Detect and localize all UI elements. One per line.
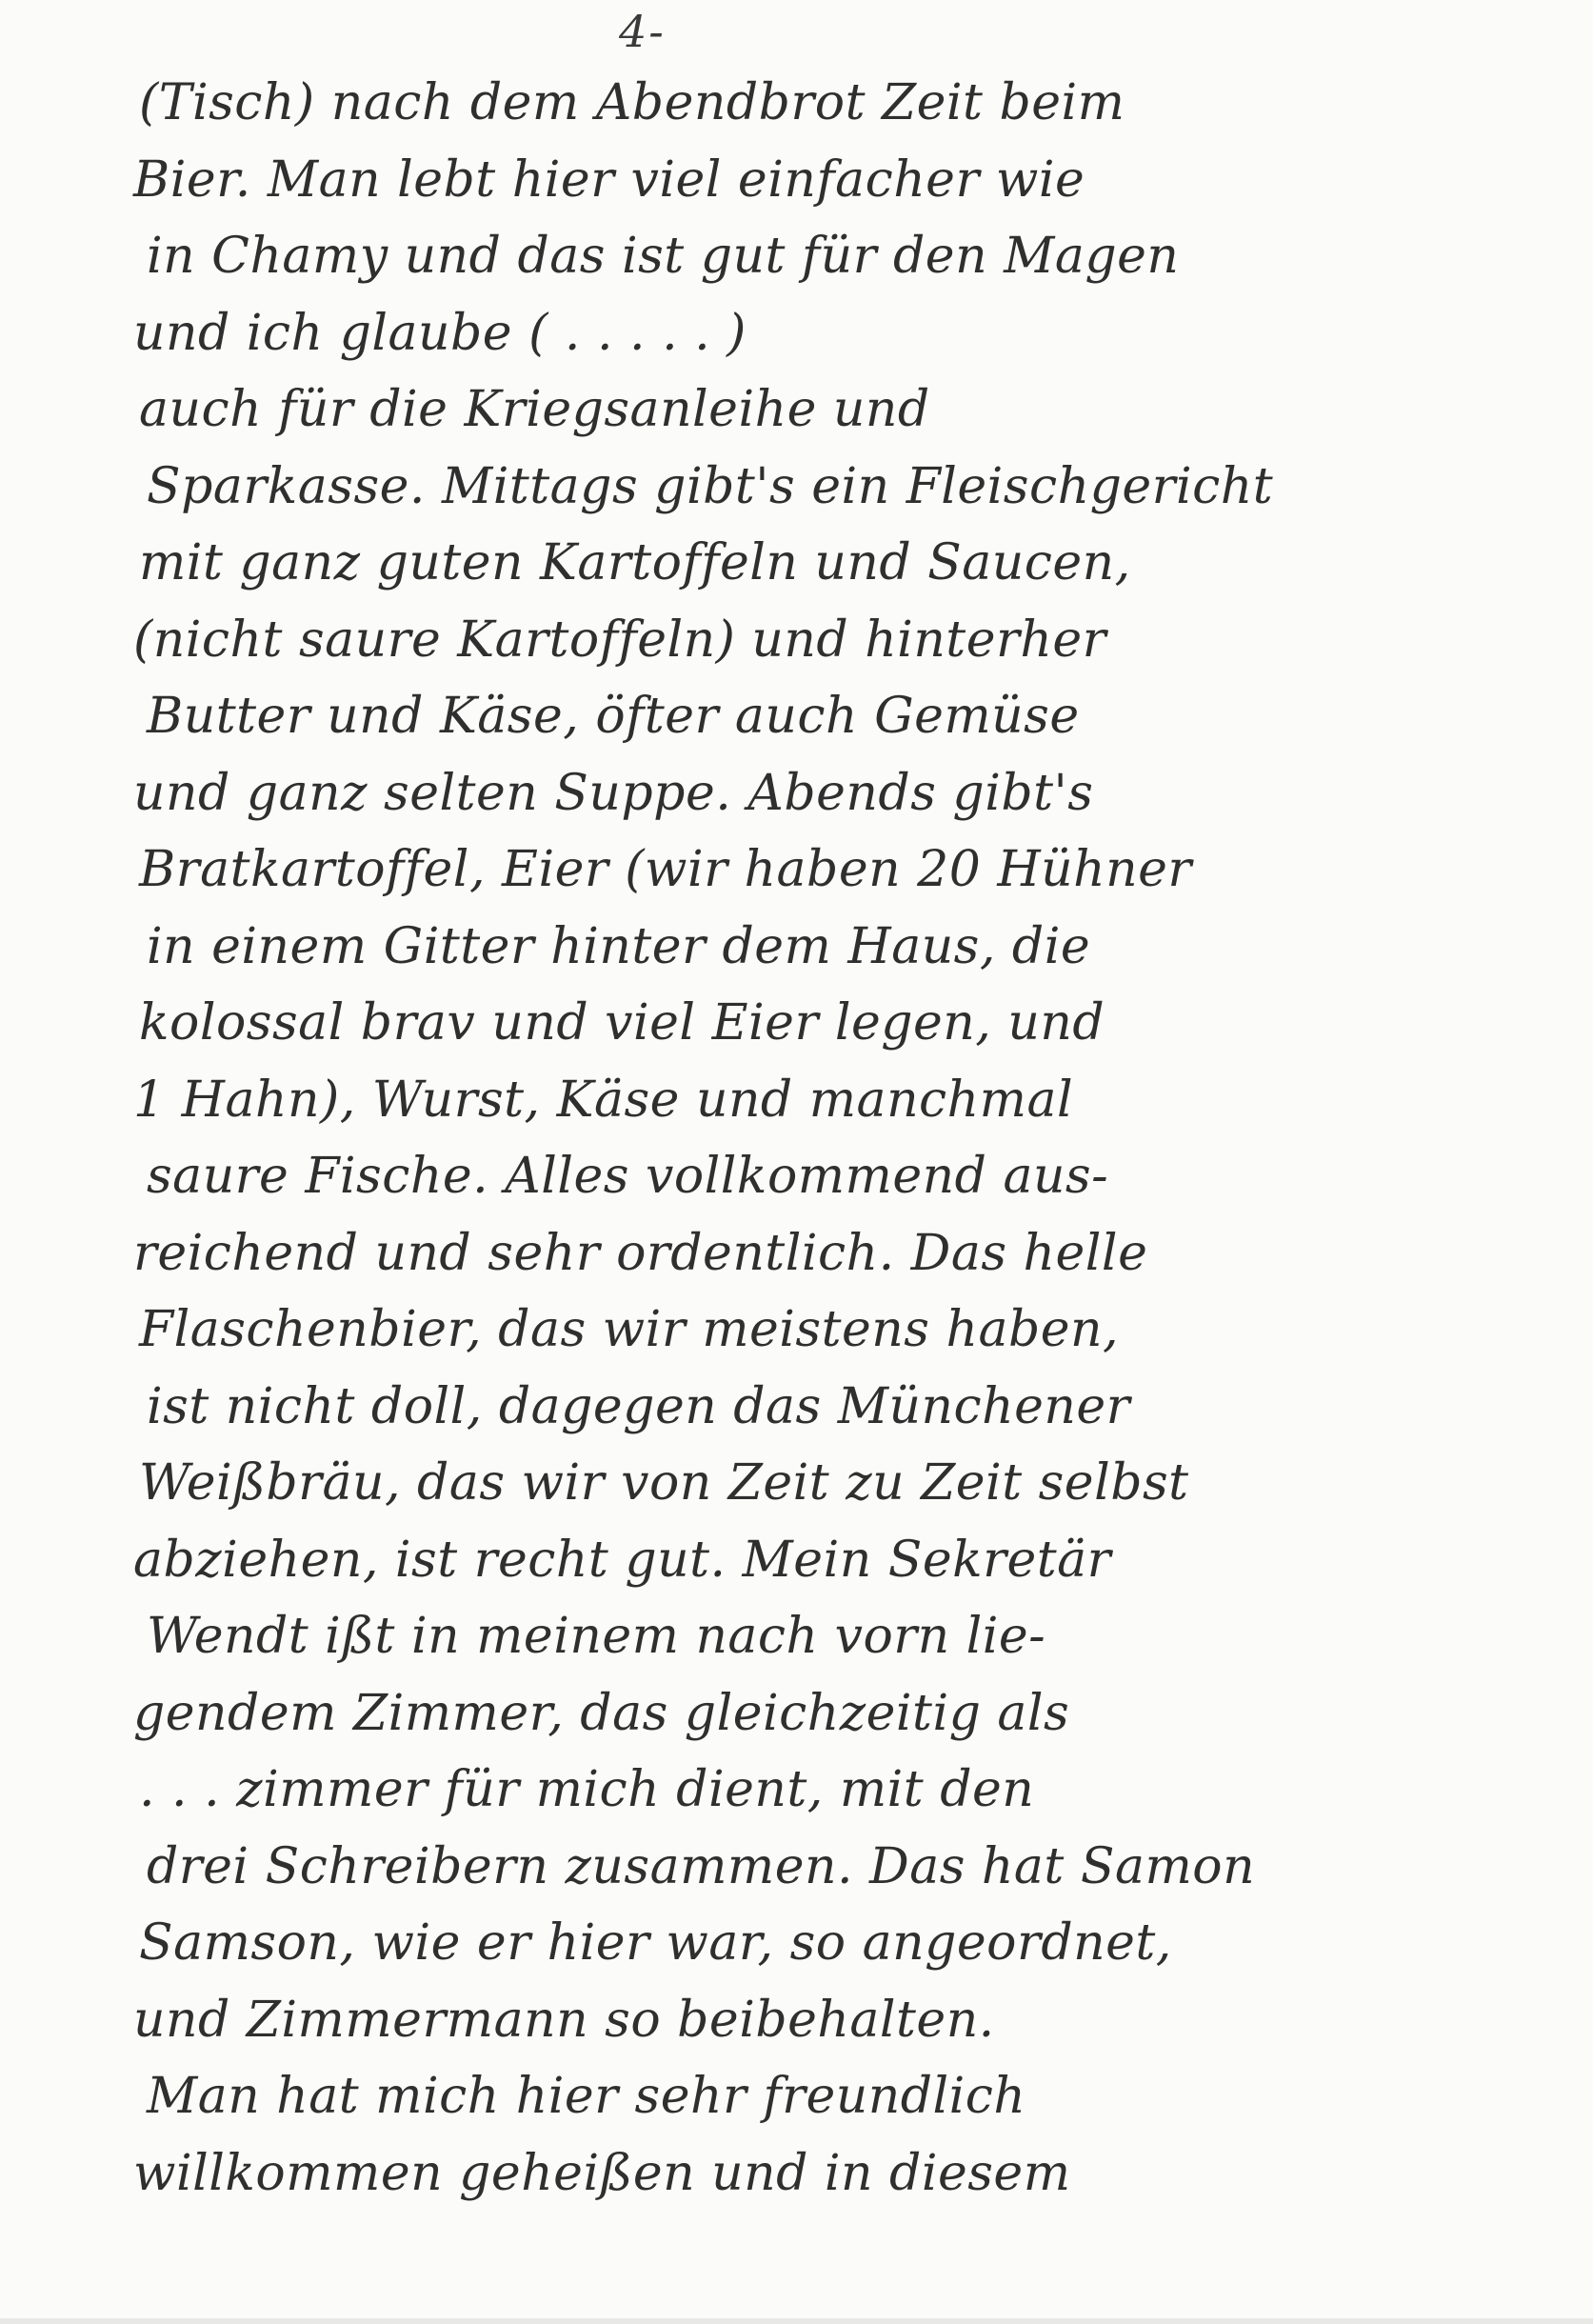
page-number: 4- bbox=[619, 6, 666, 57]
text-line-4: und ich glaube ( . . . . . ) bbox=[133, 304, 747, 362]
text-line-12: in einem Gitter hinter dem Haus, die bbox=[147, 917, 1091, 975]
text-line-7: mit ganz guten Kartoffeln und Saucen, bbox=[139, 534, 1131, 591]
text-line-14: 1 Hahn), Wurst, Käse und manchmal bbox=[133, 1071, 1074, 1129]
text-line-2: Bier. Man lebt hier viel einfacher wie bbox=[133, 150, 1085, 209]
text-line-5: auch für die Kriegsanleihe und bbox=[139, 381, 930, 438]
text-line-8: (nicht saure Kartoffeln) und hinterher bbox=[133, 611, 1106, 669]
text-line-15: saure Fische. Alles vollkommend aus- bbox=[147, 1148, 1109, 1205]
text-line-13: kolossal brav und viel Eier legen, und bbox=[139, 994, 1105, 1052]
text-line-26: und Zimmermann so beibehalten. bbox=[133, 1991, 995, 2049]
text-line-25: Samson, wie er hier war, so angeordnet, bbox=[139, 1914, 1172, 1972]
text-line-3: in Chamy und das ist gut für den Magen bbox=[147, 228, 1180, 285]
text-line-17: Flaschenbier, das wir meistens haben, bbox=[139, 1301, 1120, 1358]
text-line-10: und ganz selten Suppe. Abends gibt's bbox=[133, 764, 1094, 822]
text-line-9: Butter und Käse, öfter auch Gemüse bbox=[147, 688, 1080, 745]
text-line-16: reichend und sehr ordentlich. Das helle bbox=[133, 1224, 1148, 1282]
text-line-18: ist nicht doll, dagegen das Münchener bbox=[147, 1377, 1130, 1435]
page-bottom-edge bbox=[0, 2318, 1593, 2324]
text-line-24: drei Schreibern zusammen. Das hat Samon bbox=[147, 1837, 1256, 1895]
text-line-27: Man hat mich hier sehr freundlich bbox=[147, 2068, 1026, 2125]
text-line-6: Sparkasse. Mittags gibt's ein Fleischgericht bbox=[147, 457, 1274, 515]
text-line-20: abziehen, ist recht gut. Mein Sekretär bbox=[133, 1531, 1112, 1589]
text-line-23: . . . zimmer für mich dient, mit den bbox=[139, 1761, 1035, 1818]
text-line-11: Bratkartoffel, Eier (wir haben 20 Hühner bbox=[139, 841, 1192, 898]
handwritten-text-block bbox=[133, 65, 1485, 2212]
text-line-28: willkommen geheißen und in diesem bbox=[133, 2144, 1071, 2202]
text-line-1: (Tisch) nach dem Abendbrot Zeit beim bbox=[139, 74, 1125, 131]
text-line-21: Wendt ißt in meinem nach vorn lie- bbox=[147, 1608, 1046, 1665]
text-line-19: Weißbräu, das wir von Zeit zu Zeit selbst bbox=[139, 1454, 1189, 1512]
text-line-22: gendem Zimmer, das gleichzeitig als bbox=[133, 1684, 1070, 1742]
